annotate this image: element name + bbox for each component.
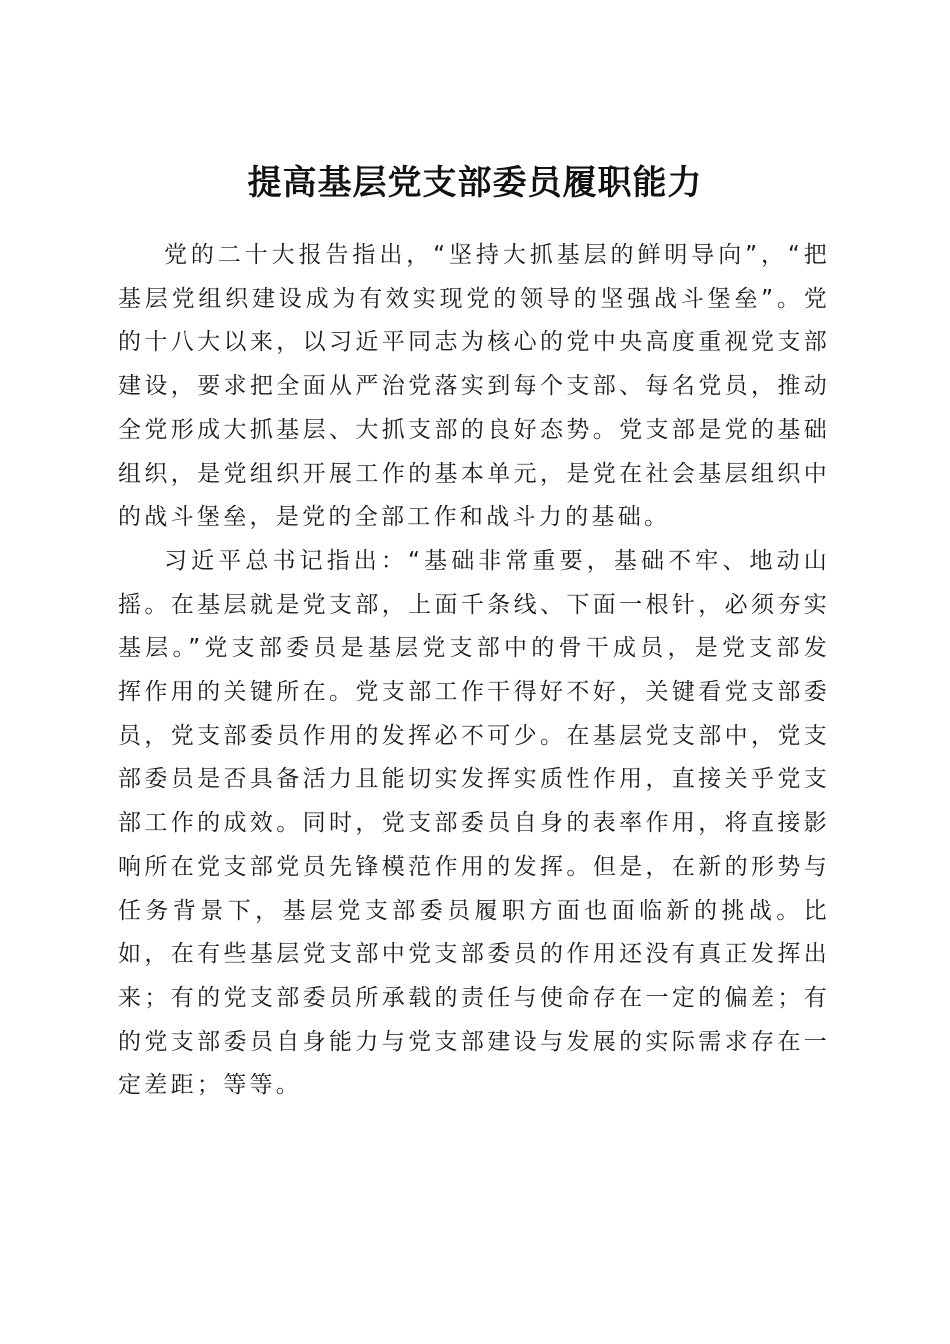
document-body [118,234,830,1108]
paragraph-1: 党的二十大报告指出，“坚持大抓基层的鲜明导向”，“把基层党组织建设成为有效实现党的领导的坚强战斗堡垒”。党的十八大以来，以习近平同志为核心的党中央高度重视党支部建设，要求把全面从严治党落实到每个支部、每名党员，推动全党形成大抓基层、大抓支部的良好态势。党支部是党的基础组织，是党组织开展工作的基本单元，是党在社会基层组织中的战斗堡垒，是党的全部工作和战斗力的基础。 [118,242,830,531]
paragraph-2: 习近平总书记指出：“基础非常重要，基础不牢、地动山摇。在基层就是党支部，上面千条线、下面一根针，必须夯实基层。”党支部委员是基层党支部中的骨干成员，是党支部发挥作用的关键所在。党支部工作干得好不好，关键看党支部委员，党支部委员作用的发挥必不可少。在基层党支部中，党支部委员是否具备活力且能切实发挥实质性作用，直接关乎党支部工作的成效。同时，党支部委员自身的表率作用，将直接影响所在党支部党员先锋模范作用的发挥。但是，在新的形势与任务背景下，基层党支部委员履职方面也面临新的挑战。比如，在有些基层党支部中党支部委员的作用还没有真正发挥出来；有的党支部委员所承载的责任与使命存在一定的偏差；有的党支部委员自身能力与党支部建设与发展的实际需求存在一定差距；等等。 [118,547,830,1099]
document-title: 提高基层党支部委员履职能力 [247,162,703,203]
